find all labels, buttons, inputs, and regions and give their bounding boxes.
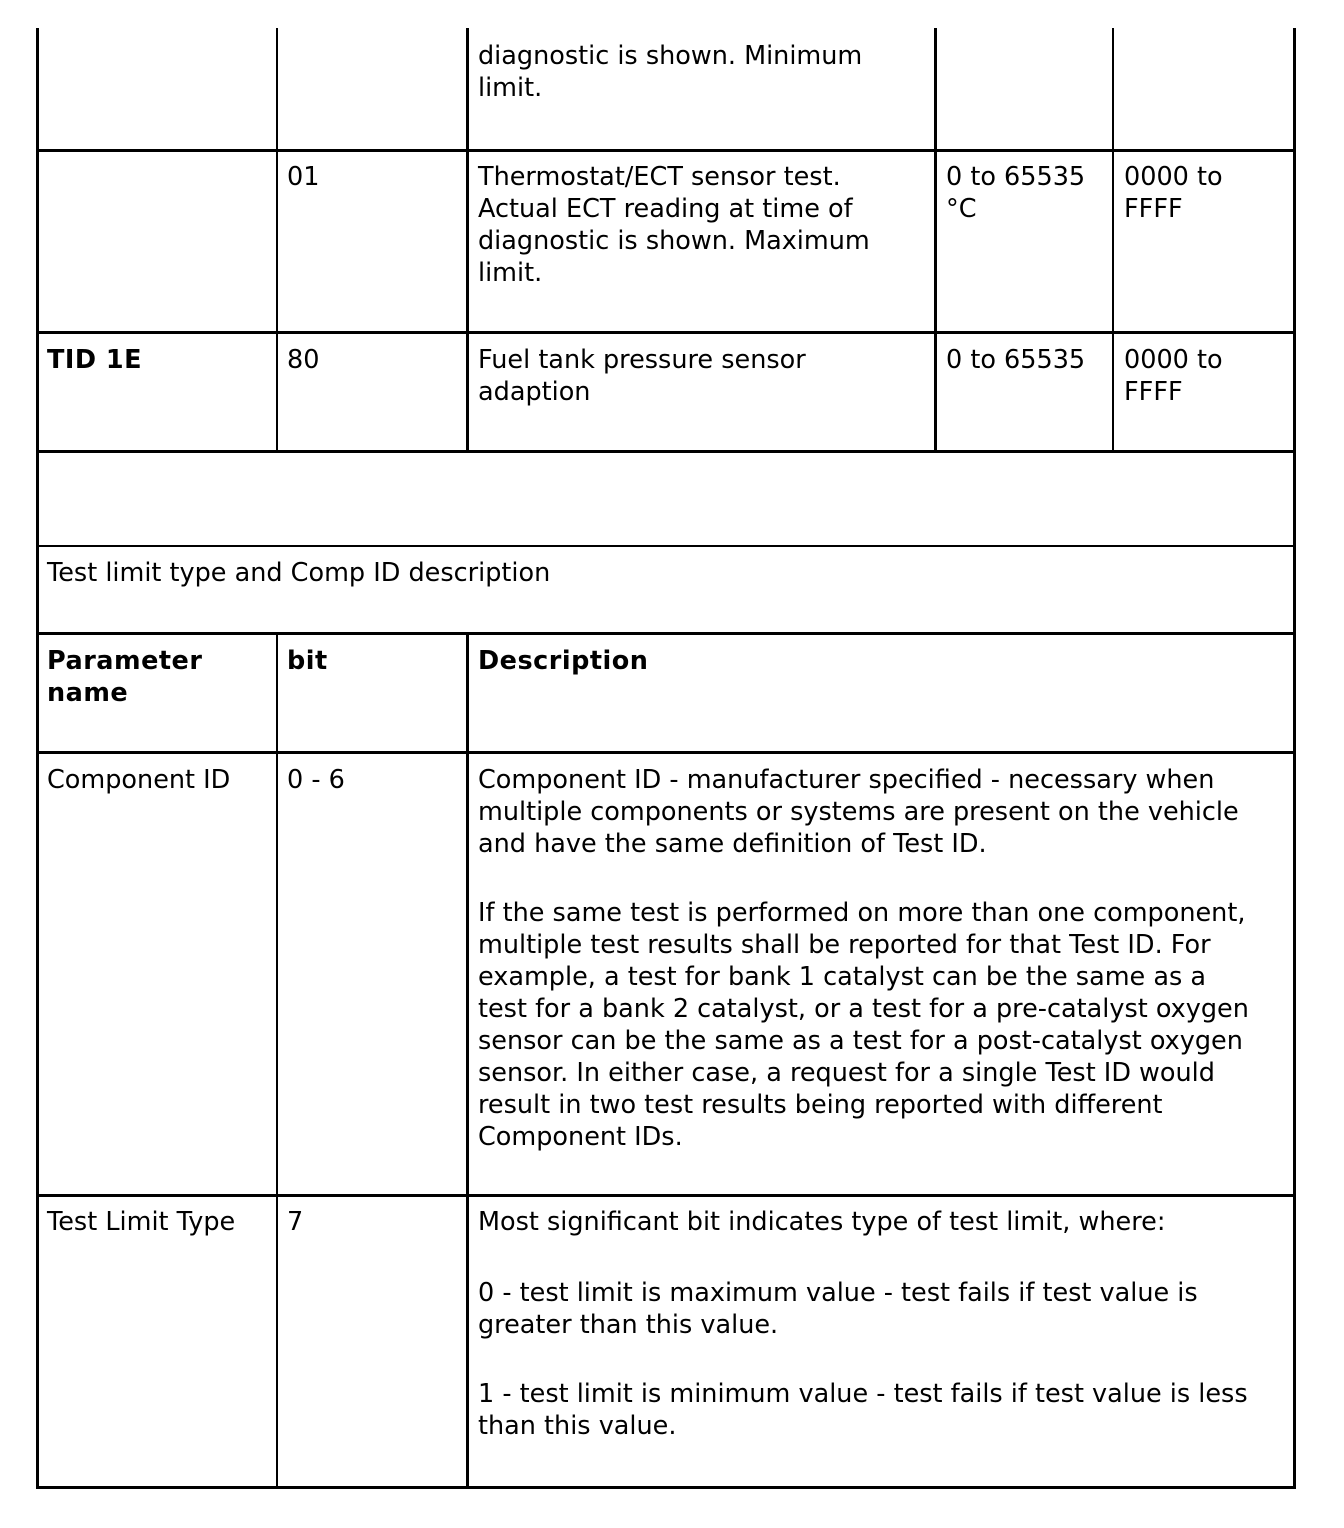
hex-range: 0000 to FFFF bbox=[1124, 162, 1223, 224]
continued-description: diagnostic is shown. Minimum limit. bbox=[478, 41, 863, 103]
row-divider bbox=[36, 1194, 1296, 1197]
header-bit: bit bbox=[287, 646, 328, 676]
test-description: Thermostat/ECT sensor test. Actual ECT reading at time of diagnostic is shown. Maximum limit. bbox=[478, 162, 870, 288]
row-divider bbox=[36, 632, 1296, 635]
param-bit: 0 - 6 bbox=[287, 765, 345, 795]
section-title: Test limit type and Comp ID description bbox=[47, 558, 551, 588]
param-name: Component ID bbox=[47, 765, 231, 795]
tid-label: TID 1E bbox=[47, 345, 143, 375]
param-description-para: 0 - test limit is maximum value - test fails if test value is greater than this value. bbox=[478, 1278, 1198, 1340]
test-id-code: 80 bbox=[287, 345, 320, 375]
header-parameter-name: Parameter name bbox=[47, 646, 203, 708]
param-name: Test Limit Type bbox=[47, 1207, 236, 1237]
row-divider bbox=[36, 751, 1296, 754]
col-divider bbox=[466, 633, 469, 1488]
row-divider bbox=[36, 450, 1296, 453]
row-divider bbox=[36, 331, 1296, 334]
col-divider bbox=[276, 28, 278, 452]
col-divider bbox=[466, 28, 469, 452]
col-divider bbox=[1112, 28, 1114, 452]
value-range: 0 to 65535 bbox=[946, 345, 1086, 375]
param-description-para: Most significant bit indicates type of test limit, where: bbox=[478, 1207, 1166, 1237]
col-divider bbox=[276, 633, 278, 1488]
table-border-left bbox=[36, 28, 39, 1489]
test-description: Fuel tank pressure sensor adaption bbox=[478, 345, 806, 407]
table-border-bottom bbox=[36, 1486, 1296, 1489]
header-description: Description bbox=[478, 646, 649, 676]
row-divider bbox=[36, 545, 1296, 547]
param-description-para: 1 - test limit is minimum value - test fails if test value is less than this value. bbox=[478, 1379, 1248, 1441]
param-description-para: If the same test is performed on more than one component, multiple test results shall be reported for that Test ID. For example, a test for bank 1 catalyst can be the same as a test for a bank 2 catalyst, or a test for a pre-catalyst oxygen sensor can be the same as a test for a post-catalyst oxygen sensor. In either case, a request for a single Test ID would result in two test results being reported with different Component IDs. bbox=[478, 898, 1249, 1152]
value-range: 0 to 65535 °C bbox=[946, 162, 1086, 224]
param-bit: 7 bbox=[287, 1207, 304, 1237]
col-divider bbox=[934, 28, 937, 452]
row-divider bbox=[36, 149, 1296, 152]
hex-range: 0000 to FFFF bbox=[1124, 345, 1223, 407]
table-border-right bbox=[1293, 28, 1296, 1489]
test-id-code: 01 bbox=[287, 162, 320, 192]
param-description-para: Component ID - manufacturer specified - necessary when multiple components or systems are present on the vehicle and have the same definition of Test ID. bbox=[478, 765, 1239, 859]
